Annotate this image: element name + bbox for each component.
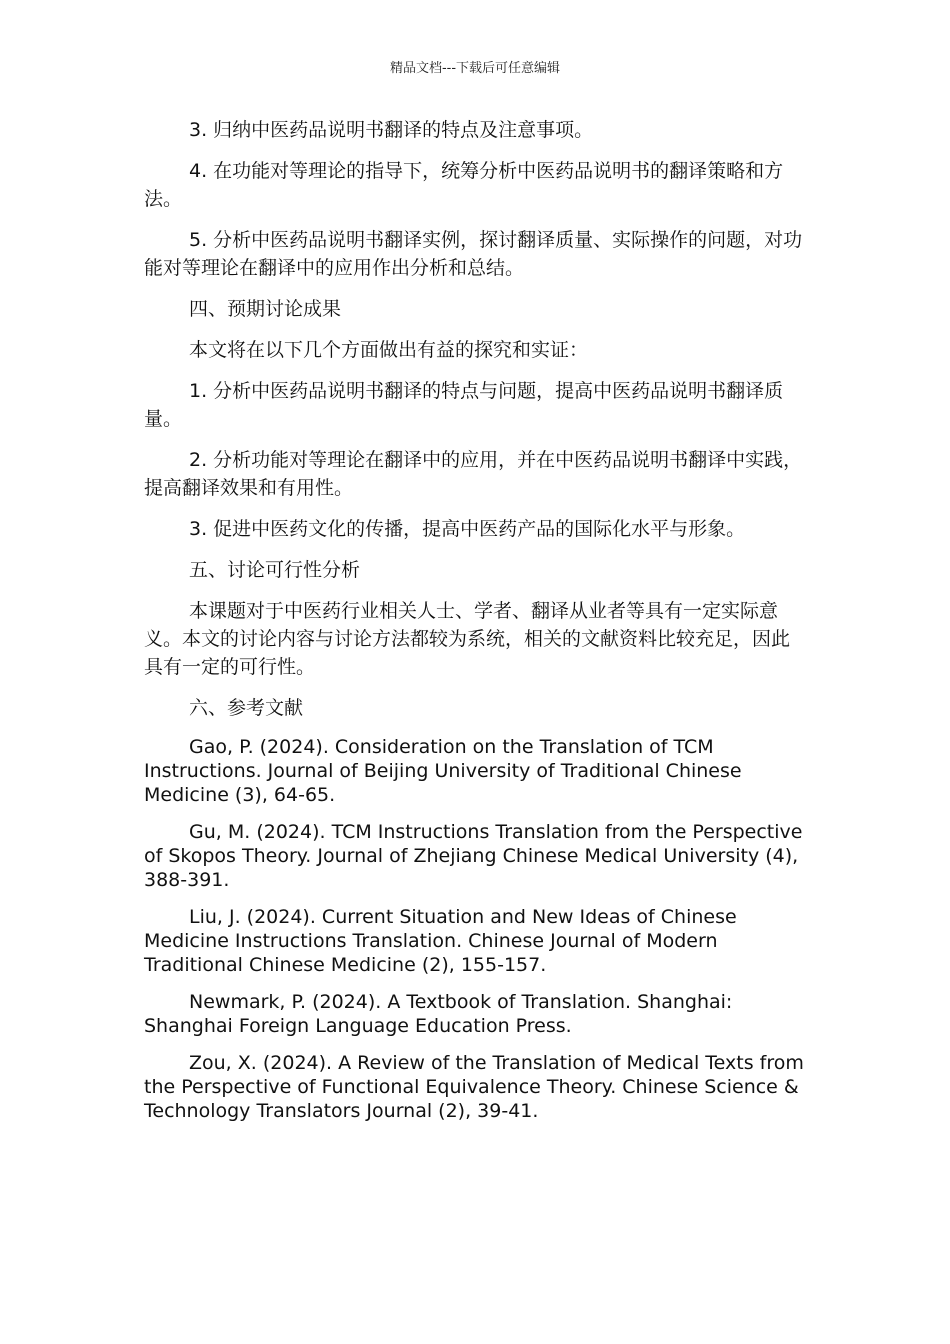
list-item: 5. 分析中医药品说明书翻译实例，探讨翻译质量、实际操作的问题，对功能对等理论在翻译中的应用作出分析和总结。 (144, 229, 803, 279)
reference-item: Newmark, P. (2024). A Textbook of Translation. Shanghai: Shanghai Foreign Language Education Press. (144, 991, 733, 1037)
section-heading-references: 六、参考文献 (189, 697, 304, 719)
list-item: 1. 分析中医药品说明书翻译的特点与问题，提高中医药品说明书翻译质量。 (144, 380, 784, 430)
feasibility-paragraph: 本课题对于中医药行业相关人士、学者、翻译从业者等具有一定实际意义。本文的讨论内容与讨论方法都较为系统，相关的文献资料比较充足，因此具有一定的可行性。 (144, 600, 791, 678)
reference-item: Gao, P. (2024). Consideration on the Translation of TCM Instructions. Journal of Beijing University of Traditional Chinese Medicine (3), 64-65. (144, 736, 742, 806)
list-item: 4. 在功能对等理论的指导下，统筹分析中医药品说明书的翻译策略和方法。 (144, 160, 784, 210)
reference-item: Gu, M. (2024). TCM Instructions Translation from the Perspective of Skopos Theory. Journal of Zhejiang Chinese Medical University (4), 388-391. (144, 821, 803, 891)
reference-item: Liu, J. (2024). Current Situation and New Ideas of Chinese Medicine Instructions Translation. Chinese Journal of Modern Traditional Chinese Medicine (2), 155-157. (144, 906, 737, 976)
reference-item: Zou, X. (2024). A Review of the Translation of Medical Texts from the Perspective of Functional Equivalence Theory. Chinese Science & Technology Translators Journal (2), 39-41. (144, 1052, 804, 1122)
list-item: 3. 归纳中医药品说明书翻译的特点及注意事项。 (189, 119, 594, 141)
section-intro: 本文将在以下几个方面做出有益的探究和实证： (189, 339, 589, 361)
list-item: 3. 促进中医药文化的传播，提高中医药产品的国际化水平与形象。 (189, 518, 746, 540)
section-heading-feasibility: 五、讨论可行性分析 (189, 559, 361, 581)
list-item: 2. 分析功能对等理论在翻译中的应用，并在中医药品说明书翻译中实践，提高翻译效果和有用性。 (144, 449, 803, 499)
section-heading-expected-results: 四、预期讨论成果 (189, 298, 342, 320)
page-header: 精品文档---下载后可任意编辑 (389, 61, 561, 76)
document-body (144, 116, 804, 1136)
